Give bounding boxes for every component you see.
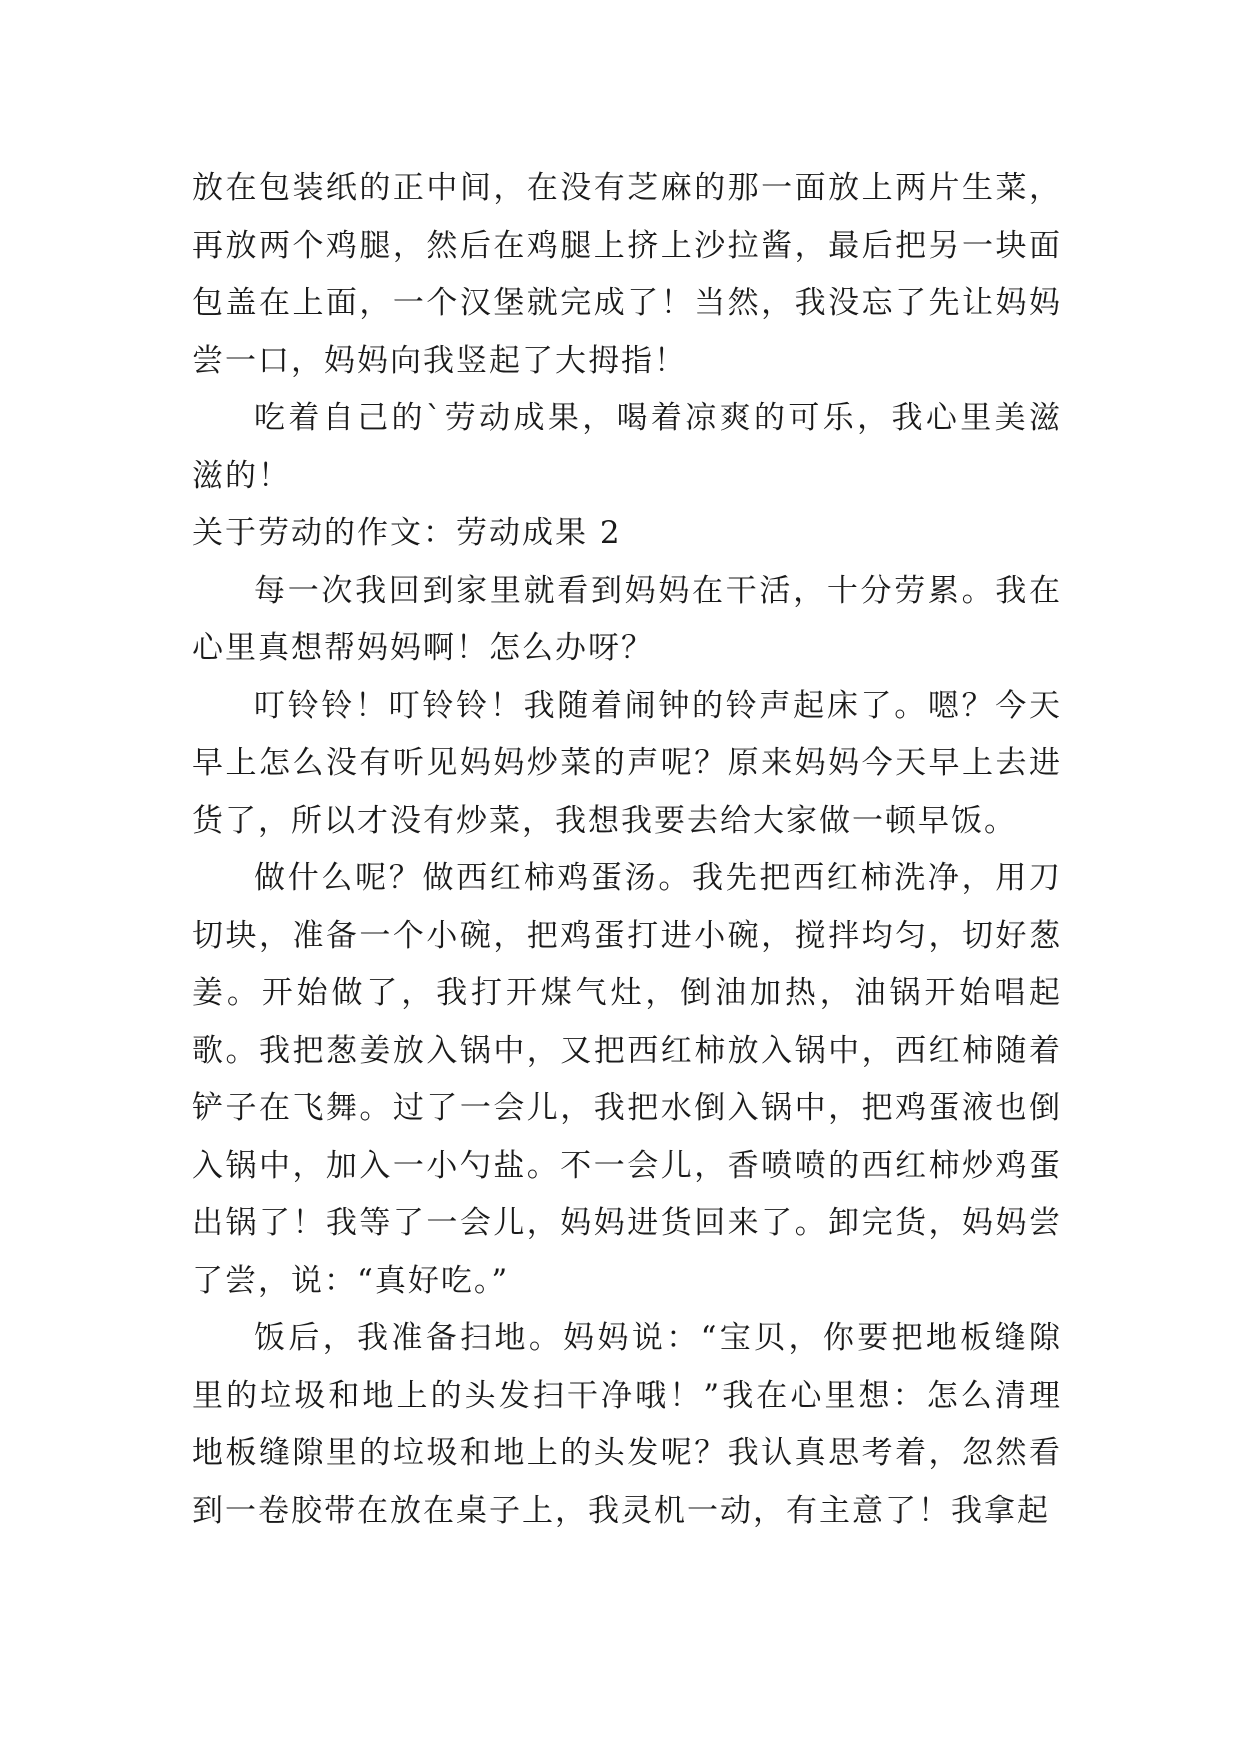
essay-title: 关于劳动的作文：劳动成果 2 bbox=[192, 515, 622, 551]
paragraph: 每一次我回到家里就看到妈妈在干活，十分劳累。我在心里真想帮妈妈啊！怎么办呀？ bbox=[192, 572, 1062, 666]
paragraph: 做什么呢？做西红柿鸡蛋汤。我先把西红柿洗净，用刀切块，准备一个小碗，把鸡蛋打进小碗，搅拌均匀，切好葱姜。开始做了，我打开煤气灶，倒油加热，油锅开始唱起歌。我把葱姜放入锅中，又把西红柿放入锅中，西红柿随着铲子在飞舞。过了一会儿，我把水倒入锅中，把鸡蛋液也倒入锅中，加入一小勺盐。不一会儿，香喷喷的西红柿炒鸡蛋出锅了！我等了一会儿，妈妈进货回来了。卸完货，妈妈尝了尝，说：“真好吃。” bbox=[192, 860, 1062, 1299]
document-body bbox=[192, 160, 1062, 1540]
paragraph-continuation: 放在包装纸的正中间，在没有芝麻的那一面放上两片生菜，再放两个鸡腿，然后在鸡腿上挤上沙拉酱，最后把另一块面包盖在上面，一个汉堡就完成了！当然，我没忘了先让妈妈尝一口，妈妈向我竖起了大拇指！ bbox=[192, 170, 1062, 379]
paragraph: 叮铃铃！叮铃铃！我随着闹钟的铃声起床了。嗯？今天早上怎么没有听见妈妈炒菜的声呢？原来妈妈今天早上去进货了，所以才没有炒菜，我想我要去给大家做一顿早饭。 bbox=[192, 687, 1062, 839]
paragraph: 饭后，我准备扫地。妈妈说：“宝贝，你要把地板缝隙里的垃圾和地上的头发扫干净哦！”我在心里想：怎么清理地板缝隙里的垃圾和地上的头发呢？我认真思考着，忽然看到一卷胶带在放在桌子上，我灵机一动，有主意了！我拿起 bbox=[192, 1320, 1062, 1529]
paragraph: 吃着自己的`劳动成果，喝着凉爽的可乐，我心里美滋滋的！ bbox=[192, 400, 1062, 494]
